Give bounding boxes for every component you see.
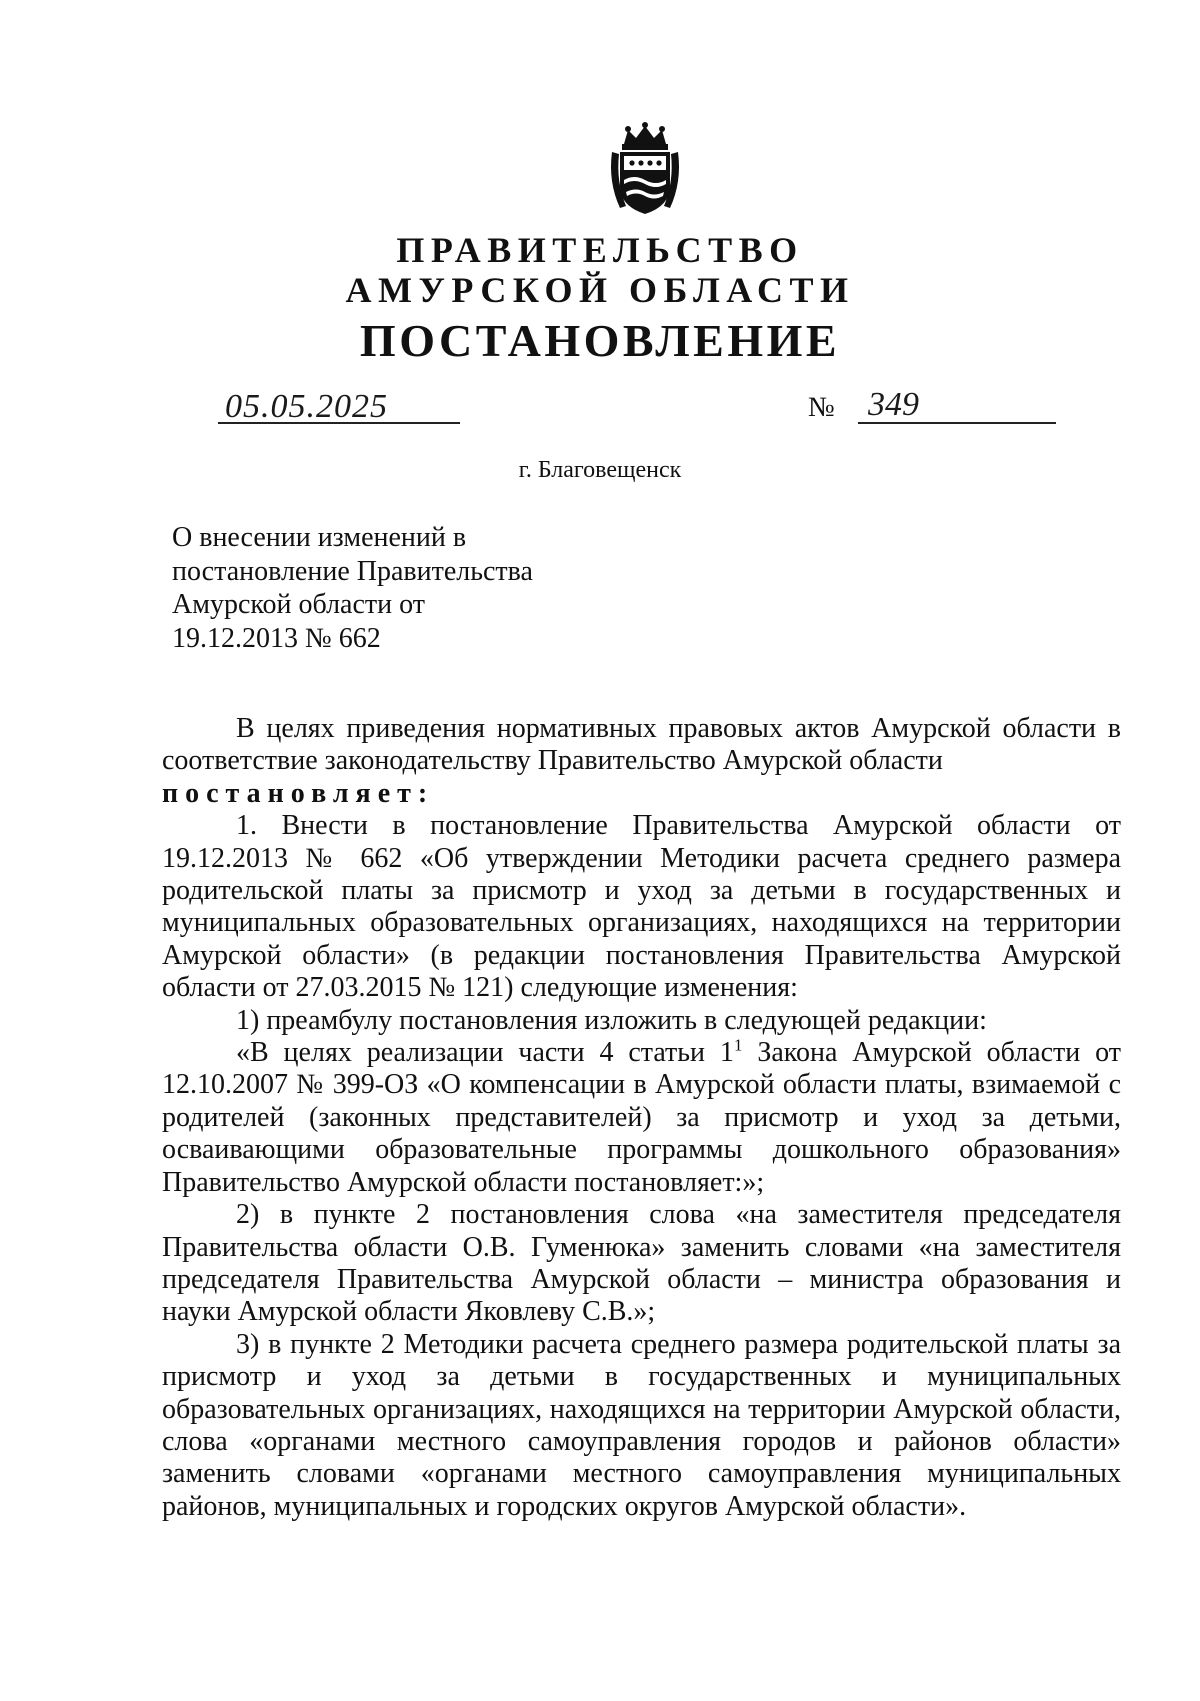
quoted-preamble-paragraph <box>162 1037 1121 1199</box>
document-type-title: ПОСТАНОВЛЕНИЕ <box>359 315 841 366</box>
article-superscript: 1 <box>733 1035 743 1055</box>
item-1-paragraph: 1. Внести в постановление Правительства Амурской области от 19.12.2013 № 662 «Об утверждении Методики расчета среднего размера родительской платы за присмотр и уход за детьми в государственных и муниципальных образовательных организациях, находящихся на территории Амурской области» (в редакции постановления Правительства Амурской области от 27.03.2015 № 121) следующие изменения: <box>162 810 1121 1004</box>
subject-line: 19.12.2013 № 662 <box>172 622 381 654</box>
city-name: г. Благовещенск <box>518 457 682 483</box>
decree-word: постановляет: <box>162 777 435 809</box>
document-subject <box>172 521 592 655</box>
subitem-3-paragraph: 3) в пункте 2 Методики расчета среднего размера родительской платы за присмотр и уход за детьми в государственных и муниципальных образовательных организациях, находящихся на территории Амурской области, слова «органами местного самоуправления городов и районов области» заменить словами «органами местного самоуправления муниципальных районов, муниципальных и городских округов Амурской области». <box>162 1328 1121 1522</box>
document-body <box>162 713 1121 1523</box>
quoted-preamble-part1: «В целях реализации части 4 статьи 1 <box>236 1037 734 1069</box>
subitem-1-paragraph: 1) преамбулу постановления изложить в следующей редакции: <box>236 1004 987 1036</box>
document-date: 05.05.2025 <box>225 388 388 425</box>
organization-name-line2: АМУРСКОЙ ОБЛАСТИ <box>345 270 855 310</box>
preamble-paragraph: В целях приведения нормативных правовых актов Амурской области в соответствие законодательству Правительство Амурской области <box>162 713 1121 777</box>
date-underline <box>218 422 460 424</box>
subject-line: Амурской области от <box>172 589 425 620</box>
document-number: 349 <box>868 386 919 423</box>
subitem-2-paragraph: 2) в пункте 2 постановления слова «на заместителя председателя Правительства области О.В. Гуменюка» заменить словами «на заместителя председателя Правительства Амурской области – министра образования и науки Амурской области Яковлеву С.В.»; <box>162 1199 1121 1328</box>
coat-of-arms-emblem <box>606 122 684 218</box>
quoted-preamble-part2: Закона Амурской области от 12.10.2007 № 399-ОЗ «О компенсации в Амурской области платы, взимаемой с родителей (законных представителей) за присмотр и уход за детьми, осваивающими образовательные программы дошкольного образования» Правительство Амурской области постановляет:»; <box>162 1037 1122 1198</box>
subject-line: О внесении изменений в <box>172 522 467 553</box>
number-underline <box>858 422 1056 424</box>
organization-name-line1: ПРАВИТЕЛЬСТВО <box>396 230 804 270</box>
number-sign: № <box>808 392 835 423</box>
subject-line: постановление Правительства <box>172 555 533 587</box>
